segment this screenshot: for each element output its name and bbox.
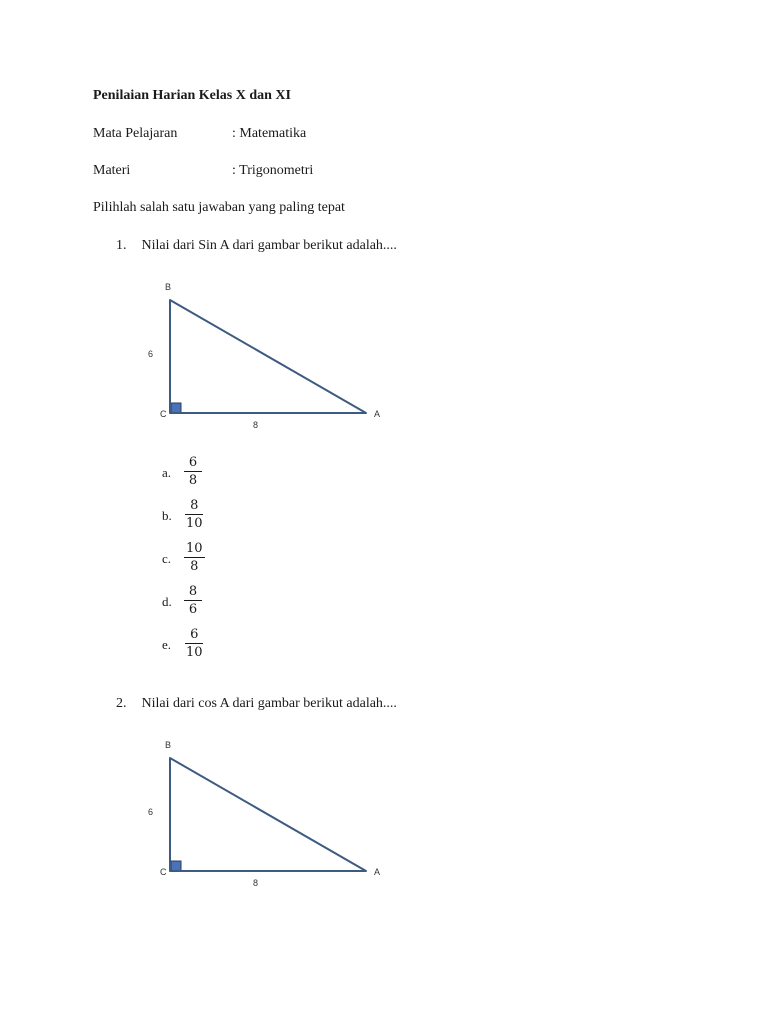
- right-angle-marker: [171, 861, 181, 871]
- question-number: 1.: [116, 238, 127, 253]
- triangle-shape: [170, 300, 366, 413]
- side-bc-label: 6: [148, 807, 154, 817]
- question-text: Nilai dari Sin A dari gambar berikut adalah....: [141, 238, 397, 253]
- question-2: [116, 695, 397, 713]
- option-fraction: [184, 498, 205, 531]
- option-fraction: [184, 541, 205, 574]
- side-ca-label: 8: [253, 420, 259, 430]
- side-ca-label: 8: [253, 878, 259, 888]
- triangle-figure-2: [140, 736, 400, 891]
- fraction-denominator: 8: [190, 559, 199, 574]
- vertex-a-label: A: [374, 867, 381, 877]
- vertex-c-label: C: [160, 409, 167, 419]
- option-fraction: [184, 584, 202, 617]
- fraction-numerator: 8: [184, 584, 202, 601]
- topic-label: Materi: [93, 163, 131, 178]
- topic-value: : Trigonometri: [232, 163, 314, 178]
- option-letter: e.: [162, 637, 172, 652]
- option-letter: b.: [162, 508, 172, 523]
- option-letter: c.: [162, 551, 172, 566]
- triangle-figure-1: [140, 278, 400, 433]
- fraction-numerator: 6: [184, 455, 202, 472]
- fraction-numerator: 6: [185, 627, 203, 644]
- fraction-numerator: 8: [185, 498, 203, 515]
- option-fraction: [184, 627, 205, 660]
- fraction-denominator: 8: [188, 473, 198, 488]
- question-text: Nilai dari cos A dari gambar berikut adalah....: [141, 696, 397, 711]
- question-number: 2.: [116, 696, 127, 711]
- fraction-denominator: 10: [186, 516, 203, 531]
- instruction-text: Pilihlah salah satu jawaban yang paling tepat: [93, 200, 345, 215]
- question-1: [116, 237, 397, 255]
- fraction-numerator: 10: [186, 541, 203, 556]
- vertex-b-label: B: [165, 282, 172, 292]
- right-angle-marker: [171, 403, 181, 413]
- fraction-denominator: 10: [186, 645, 203, 660]
- subject-label: Mata Pelajaran: [93, 126, 178, 141]
- option-fraction: [184, 455, 202, 488]
- vertex-c-label: C: [160, 867, 167, 877]
- vertex-a-label: A: [374, 409, 381, 419]
- document-title: Penilaian Harian Kelas X dan XI: [93, 88, 291, 103]
- option-letter: a.: [162, 465, 172, 480]
- fraction-denominator: 6: [188, 602, 198, 617]
- triangle-shape: [170, 758, 366, 871]
- option-letter: d.: [162, 594, 172, 609]
- side-bc-label: 6: [148, 349, 154, 359]
- vertex-b-label: B: [165, 740, 172, 750]
- subject-value: : Matematika: [232, 126, 307, 141]
